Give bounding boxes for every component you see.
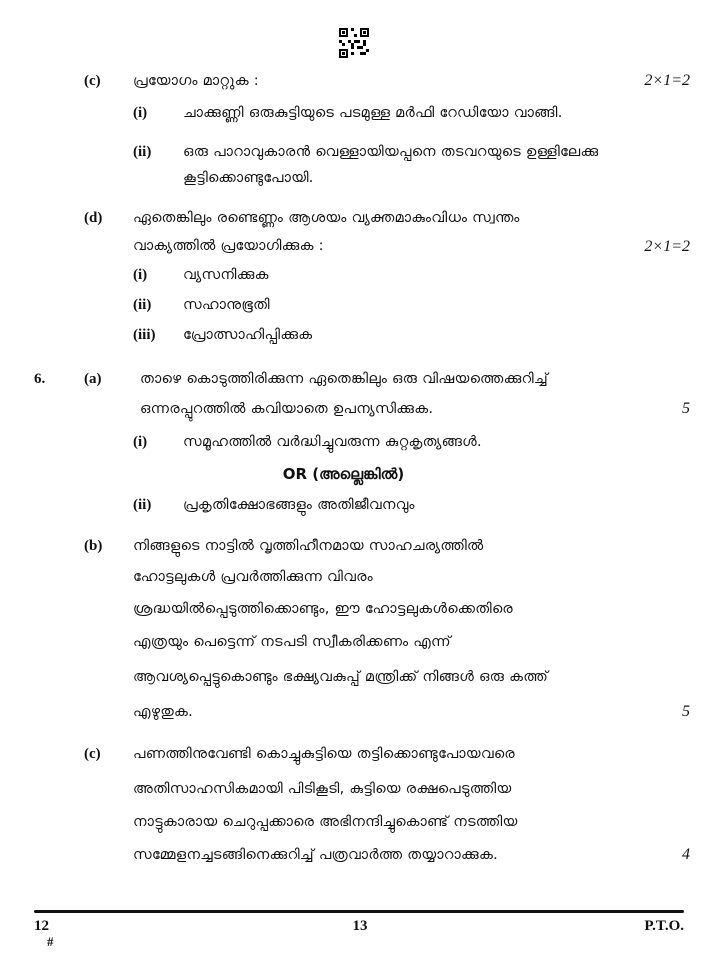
q5c-title: പ്രയോഗം മാറ്റുക :	[133, 73, 259, 89]
q5c-item-2-line2: കൂട്ടിക്കൊണ്ടുപോയി.	[183, 170, 314, 186]
q5c-item-1-text: ചാക്കുണ്ണി ഒരുകുട്ടിയുടെ പടമുള്ള മർഫി റേഡിയോ വാങ്ങി.	[183, 105, 563, 121]
q6b-line-3: ശ്രദ്ധയിൽപ്പെടുത്തിക്കൊണ്ടും, ഈ ഹോട്ടലുകൾക്കെതിരെ	[133, 601, 513, 617]
q5d-line1: ഏതെങ്കിലും രണ്ടെണ്ണം ആശയം വ്യക്തമാകുംവിധം സ്വന്തം	[133, 210, 520, 226]
q5c-marks: 2×1=2	[644, 72, 690, 89]
q6a-item-1-num: (i)	[133, 434, 148, 450]
q6c-line-1: പണത്തിനുവേണ്ടി കൊച്ചുകുട്ടിയെ തട്ടിക്കൊണ്ടുപോയവരെ	[133, 746, 515, 762]
q6a-line1: താഴെ കൊടുത്തിരിക്കുന്ന ഏതെങ്കിലും ഒരു വിഷയത്തെക്കുറിച്ച്	[140, 371, 548, 387]
or-separator: OR (അല്ലെങ്കിൽ)	[282, 465, 405, 483]
q5d-label: (d)	[84, 210, 103, 226]
q6-number: 6.	[34, 371, 46, 387]
q5c-label: (c)	[84, 73, 101, 89]
q5d-marks: 2×1=2	[644, 238, 690, 255]
q6b-line-2: ഹോട്ടലുകൾ പ്രവർത്തിക്കുന്ന വിവരം	[133, 569, 373, 585]
q6a-line2: ഒന്നരപ്പുറത്തിൽ കവിയാതെ ഉപന്യസിക്കുക.	[140, 401, 434, 417]
q6a-item-1-text: സമൂഹത്തിൽ വർദ്ധിച്ചുവരുന്ന കുറ്റകൃത്യങ്ങൾ.	[183, 434, 482, 450]
q6b-line-5: ആവശ്യപ്പെട്ടുകൊണ്ടും ഭക്ഷ്യവകുപ്പ് മന്ത്രിക്ക് നിങ്ങൾ ഒരു കത്ത്	[133, 669, 549, 685]
q6a-item-2-num: (ii)	[133, 497, 152, 513]
q5c-item-1-num: (i)	[133, 105, 148, 121]
q6c-line-2: അതിസാഹസികമായി പിടികൂടി, കുട്ടിയെ രക്ഷപെടുത്തിയ	[133, 781, 512, 797]
q6b-line-6: എഴുതുക.	[133, 704, 194, 720]
q6c-label: (c)	[84, 746, 101, 762]
q6b-label: (b)	[84, 538, 103, 554]
q5d-item-3-num: (iii)	[133, 327, 156, 343]
q6b-line-4: എത്രയും പെട്ടെന്ന് നടപടി സ്വീകരിക്കണം എന്ന്	[133, 634, 451, 650]
q5d-item-3-text: പ്രോത്സാഹിപ്പിക്കുക	[183, 327, 313, 343]
q5d-item-2-text: സഹാനുഭൂതി	[183, 297, 270, 313]
q6c-line-4: സമ്മേളനച്ചടങ്ങിനെക്കുറിച്ച് പത്രവാർത്ത തയ്യാറാക്കുക.	[133, 847, 499, 863]
q5d-item-1-text: വ്യസനിക്കുക	[183, 267, 269, 283]
q5d-item-1-num: (i)	[133, 267, 148, 283]
q6a-marks: 5	[682, 400, 690, 417]
q5d-item-2-num: (ii)	[133, 297, 152, 313]
q6c-line-3: നാട്ടുകാരായ ചെറുപ്പക്കാരെ അഭിനന്ദിച്ചുകൊണ്ട് നടത്തിയ	[133, 814, 518, 830]
q5c-item-2-line1: ഒരു പാറാവുകാരൻ വെള്ളായിയപ്പനെ തടവറയുടെ ഉള്ളിലേക്കു	[183, 144, 599, 160]
q6c-marks: 4	[682, 846, 690, 863]
q6a-item-2-text: പ്രകൃതിക്ഷോഭങ്ങളും അതിജീവനവും	[183, 497, 415, 513]
pto-label: P.T.O.	[644, 918, 684, 934]
page-number: 13	[352, 918, 368, 934]
footer-hash: #	[47, 934, 54, 949]
qr-code	[339, 28, 369, 58]
q6b-marks: 5	[682, 703, 690, 720]
q6b-line-1: നിങ്ങളുടെ നാട്ടിൽ വൃത്തിഹീനമായ സാഹചര്യത്തിൽ	[133, 538, 484, 554]
footer-rule	[34, 910, 684, 913]
q5c-item-2-num: (ii)	[133, 144, 152, 160]
footer-code: 12	[34, 918, 49, 934]
q6a-label: (a)	[84, 371, 102, 387]
q5d-line2: വാക്യത്തിൽ പ്രയോഗിക്കുക :	[133, 238, 324, 254]
